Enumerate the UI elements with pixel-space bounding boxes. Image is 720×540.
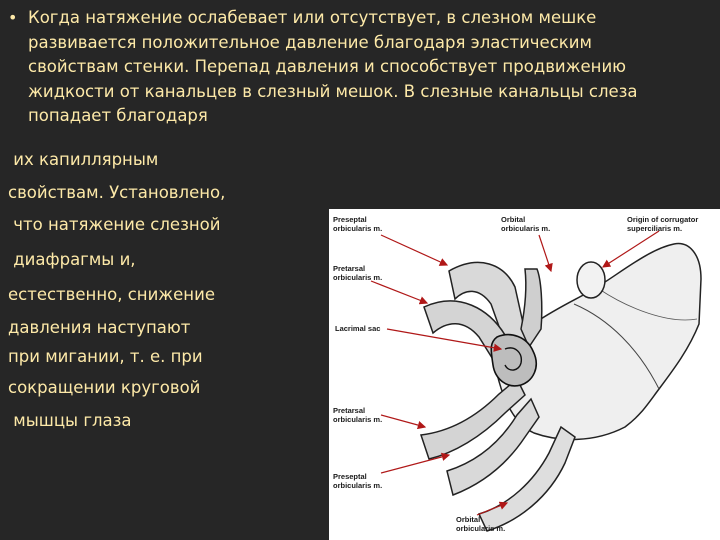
arrow-preseptal-bottom [381,455,449,473]
orbicularis-anatomy-figure [329,209,720,540]
continuation-line: что натяжение слезной [8,215,221,234]
label-orbital-bottom: Orbital orbicularis m. [456,515,506,533]
label-pretarsal-top: Pretarsal orbicularis m. [333,264,383,282]
label-lacrimal-sac: Lacrimal sac [335,324,381,333]
arrow-preseptal-top [381,235,447,265]
continuation-line: при мигании, т. е. при [8,347,203,366]
label-corrugator: Origin of corrugator superciliaris m. [627,215,699,233]
corrugator-origin [577,262,605,298]
anatomy-illustration [329,209,720,540]
bullet-text: Когда натяжение ослабевает или отсутствует, в слезном мешке развивается положительное давление благодаря эластическим свойствам стенки. Перепад давления и способствует продвижению жидкости от канальцев в слезный мешок. В слезные канальцы слеза попадает благодаря [28,8,638,125]
continuation-line: их капиллярным [8,150,159,169]
arrow-pretarsal-bottom [381,415,425,427]
continuation-line: сокращении круговой [8,378,201,397]
bullet-paragraph [8,6,648,129]
continuation-line: свойствам. Установлено, [8,183,226,202]
label-preseptal-top: Preseptal orbicularis m. [333,215,383,233]
arrow-pretarsal-top [371,281,427,303]
arrow-orbital-top [539,235,551,271]
continuation-line: мышцы глаза [8,411,132,430]
continuation-line: давления наступают [8,318,191,337]
label-preseptal-bottom: Preseptal orbicularis m. [333,472,383,490]
continuation-line: диафрагмы и, [8,250,136,269]
bullet-marker: • [8,8,18,27]
label-orbital-top: Orbital orbicularis m. [501,215,551,233]
continuation-line: естественно, снижение [8,285,215,304]
label-pretarsal-bottom: Pretarsal orbicularis m. [333,406,383,424]
